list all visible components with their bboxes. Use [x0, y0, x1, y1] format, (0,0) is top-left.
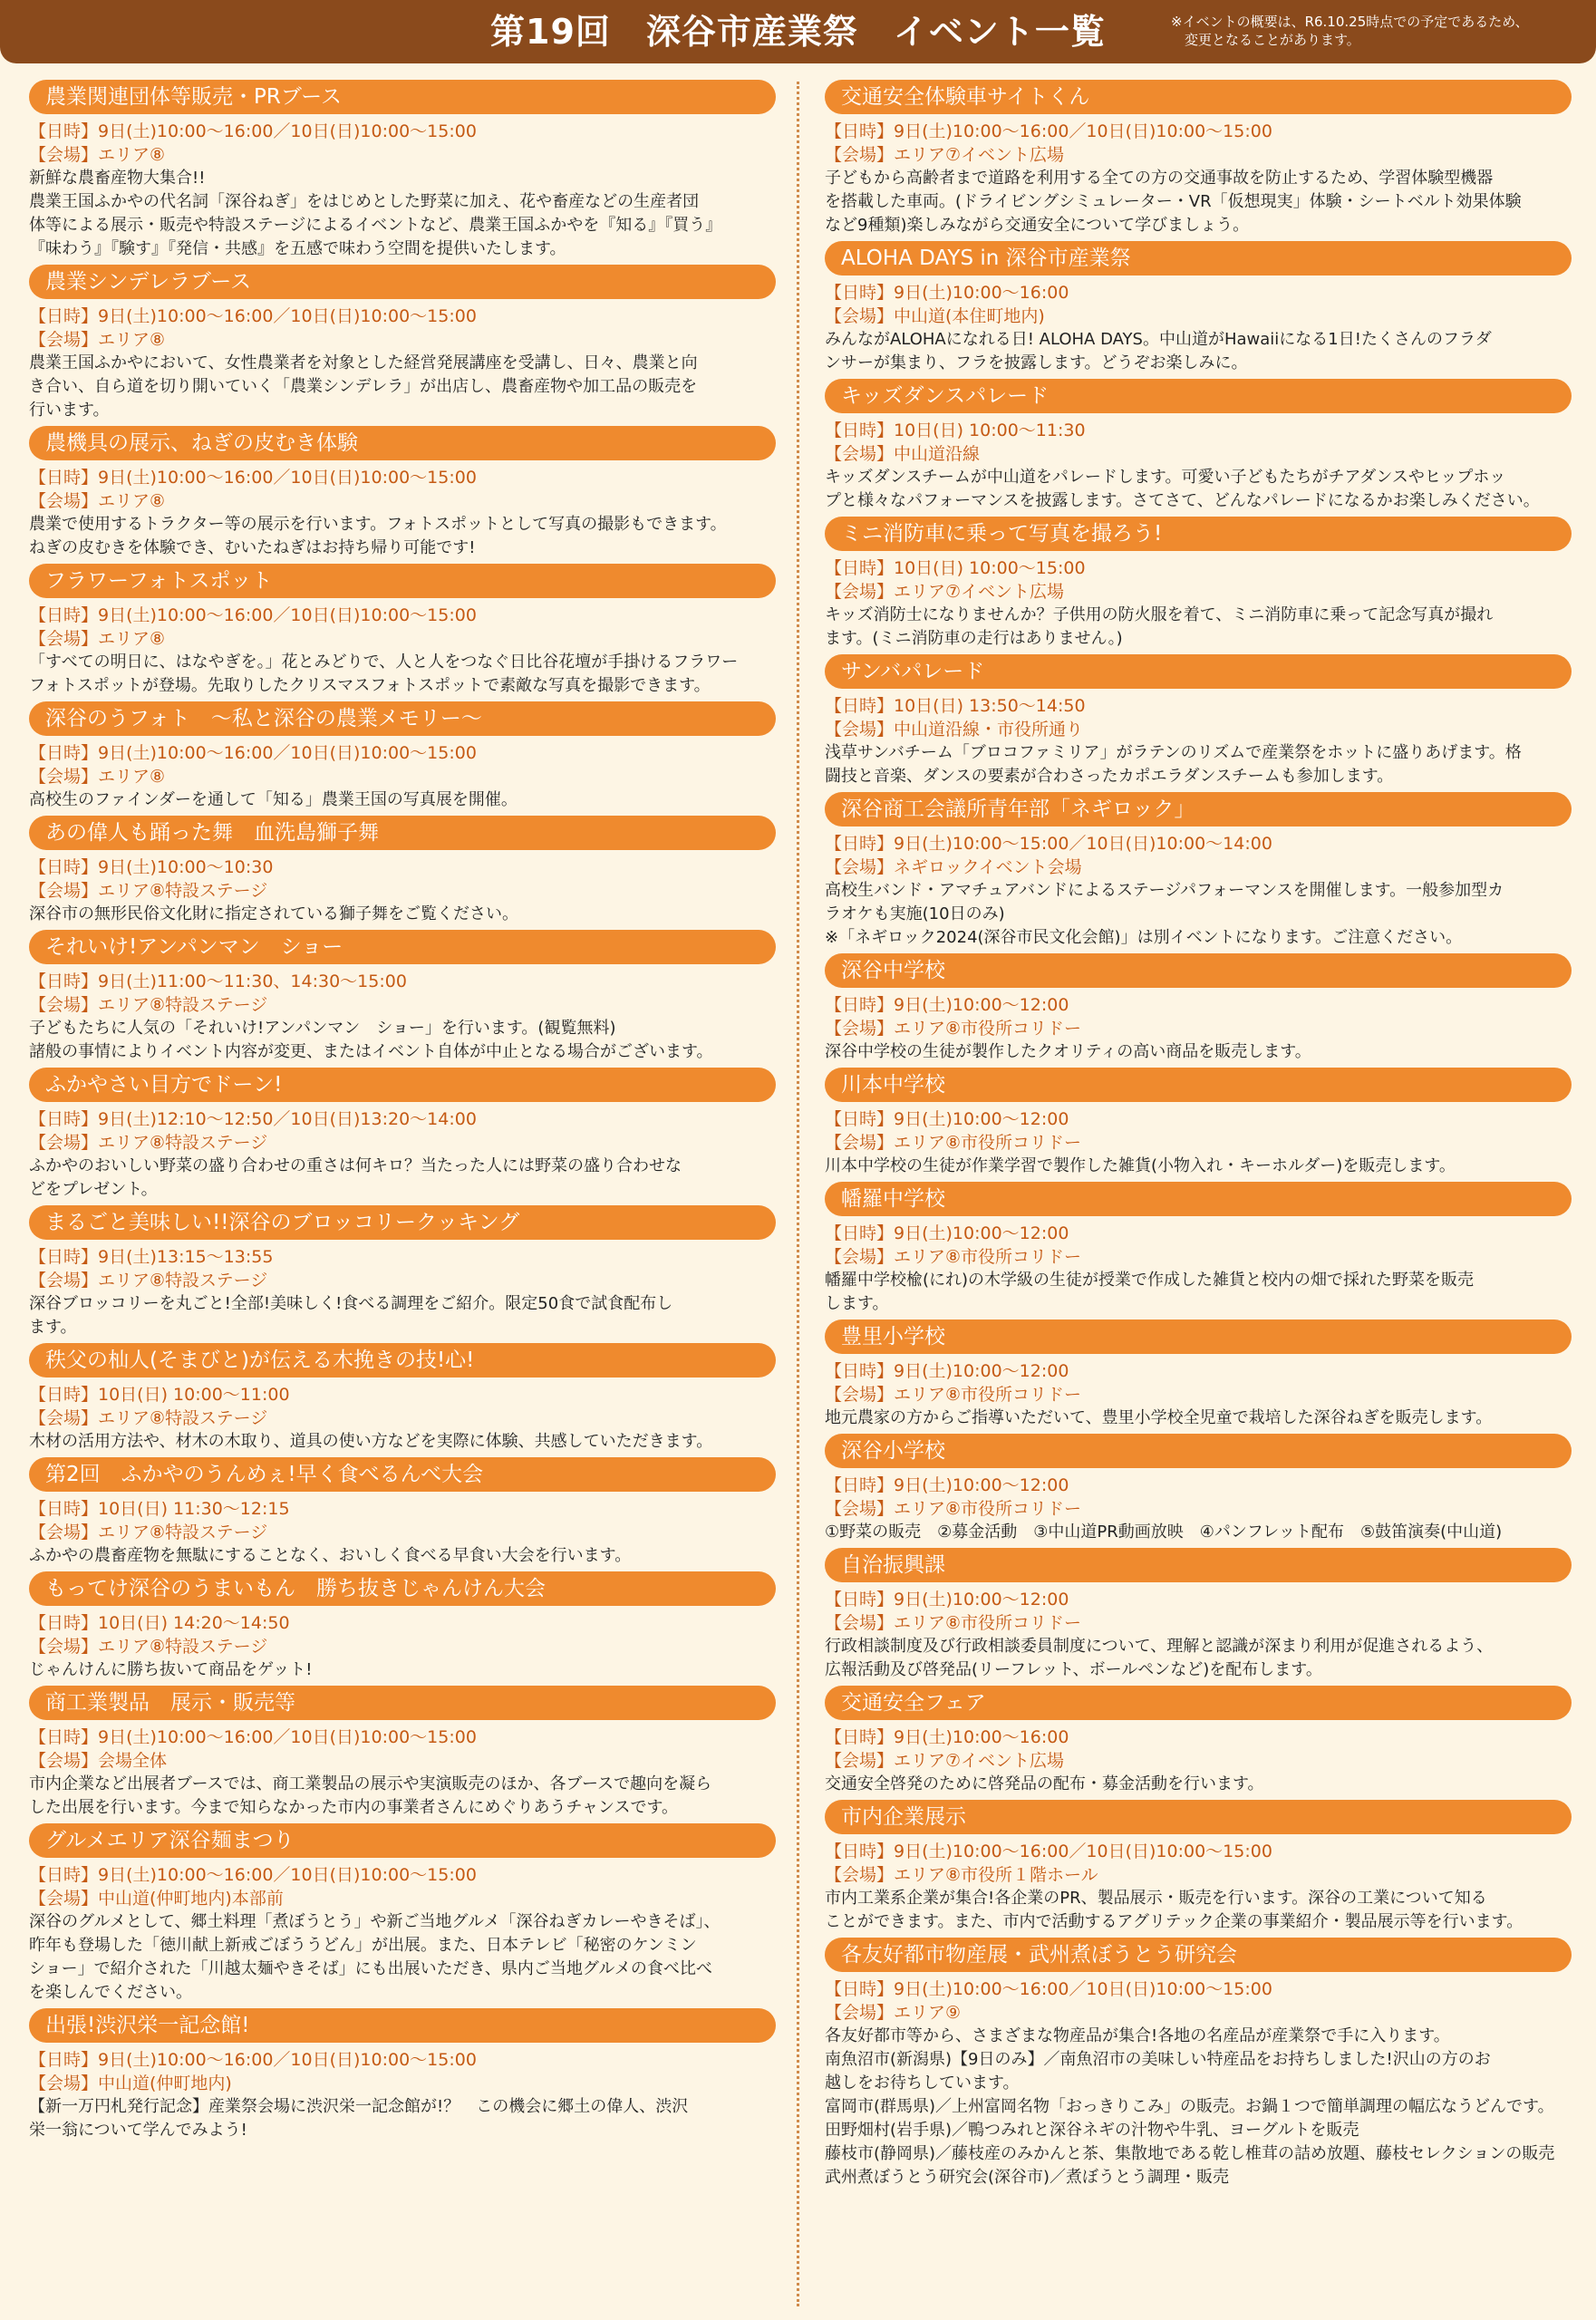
event-title: フラワーフォトスポット — [29, 564, 776, 598]
event-block — [825, 1938, 1572, 2190]
left-event-column — [29, 80, 776, 2146]
event-title: 深谷中学校 — [825, 953, 1572, 988]
event-block — [825, 1686, 1572, 1796]
event-datetime: 【日時】10日(日) 14:20～14:50 — [29, 1613, 290, 1633]
event-datetime: 【日時】9日(土)10:00～12:00 — [825, 995, 1069, 1015]
event-title: キッズダンスパレード — [825, 379, 1572, 413]
event-description: 「すべての明日に、はなやぎを。」花とみどりで、人と人をつなぐ日比谷花壇が手掛けるフラワー フォトスポットが登場。先取りしたクリスマスフォトスポットで素敵な写真を撮影できます。 — [29, 652, 739, 695]
event-block — [29, 1343, 776, 1454]
event-datetime: 【日時】9日(土)10:00～16:00／10日(日)10:00～15:00 — [29, 743, 477, 763]
event-title: 川本中学校 — [825, 1068, 1572, 1102]
event-datetime: 【日時】9日(土)11:00～11:30、14:30～15:00 — [29, 972, 407, 991]
event-title: ミニ消防車に乗って写真を撮ろう! — [825, 517, 1572, 551]
event-datetime: 【日時】9日(土)10:00～16:00／10日(日)10:00～15:00 — [825, 121, 1272, 141]
event-venue: 【会場】エリア⑧特設ステージ — [29, 881, 268, 901]
event-description: 幡羅中学校楡(にれ)の木学級の生徒が授業で作成した雑貨と校内の畑で採れた野菜を販売 します。 — [825, 1271, 1475, 1313]
event-title: グルメエリア深谷麺まつり — [29, 1823, 776, 1858]
schedule-notice: ※イベントの概要は、R6.10.25時点での予定であるため、 変更となることがあります。 — [1171, 14, 1529, 48]
event-title: サンバパレード — [825, 654, 1572, 689]
event-block — [825, 953, 1572, 1064]
event-description: 農業王国ふかやにおいて、女性農業者を対象とした経営発展講座を受講し、日々、農業と向 き合い、自ら道を切り開いていく「農業シンデレラ」が出店し、農畜産物や加工品の販売を 行います。 — [29, 353, 698, 420]
event-block — [825, 1800, 1572, 1934]
event-title: ふかやさい目方でドーン! — [29, 1068, 776, 1102]
event-datetime: 【日時】10日(日) 13:50～14:50 — [825, 696, 1086, 716]
event-description: ふかやのおいしい野菜の盛り合わせの重さは何キロ？当たった人には野菜の盛り合わせな どをプレゼント。 — [29, 1156, 682, 1199]
event-block — [825, 241, 1572, 375]
event-venue: 【会場】エリア⑧特設ステージ — [29, 995, 268, 1015]
event-datetime: 【日時】9日(土)10:00～16:00 — [825, 283, 1069, 303]
event-datetime: 【日時】9日(土)10:00～16:00／10日(日)10:00～15:00 — [29, 1865, 477, 1885]
event-datetime: 【日時】9日(土)10:00～16:00／10日(日)10:00～15:00 — [29, 605, 477, 625]
event-description: 子どもたちに人気の「それいけ!アンパンマン ショー」を行います。(観覧無料) 諸般の事情によりイベント内容が変更、またはイベント自体が中止となる場合がございます。 — [29, 1019, 713, 1061]
event-datetime: 【日時】9日(土)10:00～16:00／10日(日)10:00～15:00 — [29, 1727, 477, 1747]
event-block — [825, 654, 1572, 788]
event-venue: 【会場】エリア⑧ — [29, 145, 166, 165]
event-description: 農業で使用するトラクター等の展示を行います。フォトスポットとして写真の撮影もできます。 ねぎの皮むきを体験でき、むいたねぎはお持ち帰り可能です! — [29, 515, 727, 557]
event-datetime: 【日時】9日(土)12:10～12:50／10日(日)13:20～14:00 — [29, 1109, 477, 1129]
event-description: 各友好都市等から、さまざまな物産品が集合!各地の名産品が産業祭で手に入ります。 南魚沼市(新潟県)【9日のみ】／南魚沼市の美味しい特産品をお持ちしました!沢山の方のお 越しをお待ちしています。 富岡市(群馬県)／上州富岡名物「おっきりこみ」の販売。お鍋１つで簡単調理の幅広なうどんです。 田野畑村(岩手県)／鴨つみれと深谷ネギの汁物や牛乳、ヨーグルトを販売 藤枝市(静岡県)／藤枝産のみかんと茶、集散地である乾し椎茸の詰め放題、藤枝セレクションの販売 武州煮ぼうとう研究会(深谷市)／煮ぼうとう調理・販売 — [825, 2026, 1555, 2187]
header-banner — [0, 0, 1596, 63]
event-datetime: 【日時】9日(土)10:00～15:00／10日(日)10:00～14:00 — [825, 834, 1272, 854]
event-description: ふかやの農畜産物を無駄にすることなく、おいしく食べる早食い大会を行います。 — [29, 1546, 632, 1565]
column-divider — [797, 82, 799, 2306]
event-title: ALOHA DAYS in 深谷市産業祭 — [825, 241, 1572, 276]
event-venue: 【会場】エリア⑧特設ステージ — [29, 1637, 268, 1657]
event-datetime: 【日時】9日(土)10:00～12:00 — [825, 1223, 1069, 1243]
event-title: 各友好都市物産展・武州煮ぼうとう研究会 — [825, 1938, 1572, 1972]
event-datetime: 【日時】9日(土)10:00～16:00 — [825, 1727, 1069, 1747]
event-block — [825, 379, 1572, 513]
event-venue: 【会場】エリア⑦イベント広場 — [825, 582, 1065, 602]
event-title: 出張!渋沢栄一記念館! — [29, 2008, 776, 2043]
event-venue: 【会場】エリア⑧市役所コリドー — [825, 1247, 1082, 1267]
event-description: 深谷中学校の生徒が製作したクオリティの高い商品を販売します。 — [825, 1042, 1311, 1061]
event-venue: 【会場】中山道沿線 — [825, 444, 981, 464]
event-venue: 【会場】エリア⑧市役所コリドー — [825, 1019, 1082, 1039]
event-venue: 【会場】中山道(仲町地内) — [29, 2074, 232, 2093]
event-datetime: 【日時】9日(土)13:15～13:55 — [29, 1247, 274, 1267]
page-title: 第19回 深谷市産業祭 イベント一覧 — [490, 12, 1106, 52]
event-title: 市内企業展示 — [825, 1800, 1572, 1834]
event-venue: 【会場】中山道沿線・市役所通り — [825, 720, 1084, 740]
event-block — [825, 1182, 1572, 1316]
event-block — [29, 265, 776, 422]
event-title: 秩父の杣人(そまびと)が伝える木挽きの技!心! — [29, 1343, 776, 1378]
event-block — [825, 80, 1572, 237]
event-block — [29, 1686, 776, 1820]
event-venue: 【会場】エリア⑨ — [825, 2003, 962, 2023]
event-datetime: 【日時】10日(日) 10:00～11:00 — [29, 1385, 290, 1405]
event-title: あの偉人も踊った舞 血洗島獅子舞 — [29, 816, 776, 850]
event-datetime: 【日時】10日(日) 10:00～15:00 — [825, 558, 1086, 578]
event-description: 市内工業系企業が集合!各企業のPR、製品展示・販売を行います。深谷の工業について知る ことができます。また、市内で活動するアグリテック企業の事業紹介・製品展示等を行います。 — [825, 1889, 1523, 1931]
event-description: キッズダンスチームが中山道をパレードします。可愛い子どもたちがチアダンスやヒップホッ プと様々なパフォーマンスを披露します。さてさて、どんなパレードになるかお楽しみください。 — [825, 468, 1540, 510]
event-datetime: 【日時】10日(日) 10:00～11:30 — [825, 420, 1086, 440]
event-datetime: 【日時】9日(土)10:00～16:00／10日(日)10:00～15:00 — [29, 468, 477, 488]
event-block — [29, 701, 776, 812]
event-block — [29, 1068, 776, 1202]
event-title: 交通安全体験車サイトくん — [825, 80, 1572, 114]
event-venue: 【会場】中山道(仲町地内)本部前 — [29, 1889, 284, 1909]
event-title: 交通安全フェア — [825, 1686, 1572, 1720]
event-title: 深谷のうフォト ～私と深谷の農業メモリー～ — [29, 701, 776, 736]
event-block — [825, 1548, 1572, 1682]
event-description: 高校生バンド・アマチュアバンドによるステージパフォーマンスを開催します。一般参加型カ ラオケも実施(10日のみ) ※「ネギロック2024(深谷市民文化会館)」は別イベントになります。ご注意ください。 — [825, 881, 1504, 947]
event-block — [29, 930, 776, 1064]
event-venue: 【会場】会場全体 — [29, 1751, 168, 1771]
event-venue: 【会場】エリア⑧市役所コリドー — [825, 1499, 1082, 1519]
event-venue: 【会場】エリア⑧特設ステージ — [29, 1408, 268, 1428]
event-description: じゃんけんに勝ち抜いて商品をゲット! — [29, 1660, 313, 1679]
event-description: 市内企業など出展者ブースでは、商工業製品の展示や実演販売のほか、各ブースで趣向を凝ら した出展を行います。今まで知らなかった市内の事業者さんにめぐりあうチャンスです。 — [29, 1774, 712, 1817]
event-datetime: 【日時】9日(土)10:00～12:00 — [825, 1361, 1069, 1381]
event-title: もってけ深谷のうまいもん 勝ち抜きじゃんけん大会 — [29, 1571, 776, 1606]
event-venue: 【会場】エリア⑧ — [29, 767, 166, 787]
event-title: 深谷商工会議所青年部「ネギロック」 — [825, 792, 1572, 826]
event-datetime: 【日時】9日(土)10:00～16:00／10日(日)10:00～15:00 — [29, 306, 477, 326]
event-description: 子どもから高齢者まで道路を利用する全ての方の交通事故を防止するため、学習体験型機器 を搭載した車両。(ドライビングシミュレーター・VR「仮想現実」体験・シートベルト効果体験 など9種類)楽しみながら交通安全について学びましょう。 — [825, 169, 1522, 235]
event-datetime: 【日時】9日(土)10:00～16:00／10日(日)10:00～15:00 — [825, 1842, 1272, 1861]
event-venue: 【会場】エリア⑧特設ステージ — [29, 1522, 268, 1542]
event-datetime: 【日時】9日(土)10:00～16:00／10日(日)10:00～15:00 — [825, 1979, 1272, 1999]
event-venue: 【会場】エリア⑦イベント広場 — [825, 1751, 1065, 1771]
event-venue: 【会場】エリア⑧特設ステージ — [29, 1271, 268, 1290]
event-venue: 【会場】ネギロックイベント会場 — [825, 857, 1082, 877]
event-block — [29, 1457, 776, 1568]
event-block — [29, 2008, 776, 2142]
event-description: 行政相談制度及び行政相談委員制度について、理解と認識が深まり利用が促進されるよう、 広報活動及び啓発品(リーフレット、ボールペンなど)を配布します。 — [825, 1637, 1494, 1679]
event-datetime: 【日時】10日(日) 11:30～12:15 — [29, 1499, 290, 1519]
event-description: ①野菜の販売 ②募金活動 ③中山道PR動画放映 ④パンフレット配布 ⑤鼓笛演奏(中山道) — [825, 1522, 1503, 1542]
event-description: 高校生のファインダーを通して「知る」農業王国の写真展を開催。 — [29, 790, 517, 809]
event-description: キッズ消防士になりませんか？子供用の防火服を着て、ミニ消防車に乗って記念写真が撮れ ます。(ミニ消防車の走行はありません。) — [825, 605, 1494, 648]
event-venue: 【会場】エリア⑧ — [29, 330, 166, 350]
event-title: 農業シンデレラブース — [29, 265, 776, 299]
event-title: 自治振興課 — [825, 1548, 1572, 1582]
event-title: 幡羅中学校 — [825, 1182, 1572, 1216]
event-title: 商工業製品 展示・販売等 — [29, 1686, 776, 1720]
event-venue: 【会場】エリア⑧特設ステージ — [29, 1133, 268, 1153]
event-datetime: 【日時】9日(土)10:00～16:00／10日(日)10:00～15:00 — [29, 121, 477, 141]
event-block — [825, 1320, 1572, 1430]
event-venue: 【会場】エリア⑧ — [29, 491, 166, 511]
event-block — [29, 1823, 776, 2005]
event-title: 農業関連団体等販売・PRブース — [29, 80, 776, 114]
event-description: 深谷のグルメとして、郷土料理「煮ぼうとう」や新ご当地グルメ「深谷ねぎカレーやきそば」、 昨年も登場した「徳川献上新戒ごぼううどん」が出展。また、日本テレビ「秘密のケンミン ショー」で紹介された「川越太麺やきそば」にも出展いただき、県内ご当地グルメの食べ比べ を楽しんでください。 — [29, 1912, 721, 2002]
event-title: 深谷小学校 — [825, 1434, 1572, 1468]
event-venue: 【会場】エリア⑧市役所コリドー — [825, 1385, 1082, 1405]
event-block — [29, 816, 776, 926]
event-title: それいけ!アンパンマン ショー — [29, 930, 776, 964]
event-datetime: 【日時】9日(土)10:00～10:30 — [29, 857, 274, 877]
event-block — [825, 792, 1572, 950]
event-block — [29, 426, 776, 560]
event-datetime: 【日時】9日(土)10:00～12:00 — [825, 1475, 1069, 1495]
event-description: 浅草サンバチーム「ブロコファミリア」がラテンのリズムで産業祭をホットに盛りあげます。格 闘技と音楽、ダンスの要素が合わさったカポエラダンスチームも参加します。 — [825, 743, 1522, 786]
event-block — [29, 564, 776, 698]
event-description: 【新一万円札発行記念】産業祭会場に渋沢栄一記念館が!？ この機会に郷土の偉人、渋沢 栄一翁について学んでみよう! — [29, 2097, 689, 2140]
event-block — [825, 517, 1572, 651]
event-datetime: 【日時】9日(土)10:00～12:00 — [825, 1109, 1069, 1129]
event-datetime: 【日時】9日(土)10:00～12:00 — [825, 1590, 1069, 1610]
event-datetime: 【日時】9日(土)10:00～16:00／10日(日)10:00～15:00 — [29, 2050, 477, 2070]
event-description: 地元農家の方からご指導いただいて、豊里小学校全児童で栽培した深谷ねぎを販売します。 — [825, 1408, 1493, 1427]
event-title: まるごと美味しい!!深谷のブロッコリークッキング — [29, 1205, 776, 1240]
event-title: 第2回 ふかやのうんめぇ!早く食べるんべ大会 — [29, 1457, 776, 1492]
event-description: 新鮮な農畜産物大集合!! 農業王国ふかやの代名詞「深谷ねぎ」をはじめとした野菜に加え、花や畜産などの生産者団 体等による展示・販売や特設ステージによるイベントなど、農業王国ふかやを『知る』『買う』 『味わう』『験す』『発信・共感』を五感で味わう空間を提供いたします。 — [29, 169, 722, 258]
event-description: 川本中学校の生徒が作業学習で製作した雑貨(小物入れ・キーホルダー)を販売します。 — [825, 1156, 1456, 1175]
right-event-column — [825, 80, 1572, 2193]
event-description: 深谷市の無形民俗文化財に指定されている獅子舞をご覧ください。 — [29, 904, 518, 923]
event-venue: 【会場】エリア⑧市役所１階ホール — [825, 1865, 1098, 1885]
event-description: みんながALOHAになれる日! ALOHA DAYS。中山道がHawaiiになる1日!たくさんのフラダ ンサーが集まり、フラを披露します。どうぞお楽しみに。 — [825, 330, 1492, 372]
event-block — [825, 1434, 1572, 1544]
event-block — [29, 1205, 776, 1339]
event-venue: 【会場】エリア⑧ — [29, 629, 166, 649]
event-title: 農機具の展示、ねぎの皮むき体験 — [29, 426, 776, 460]
event-description: 交通安全啓発のために啓発品の配布・募金活動を行います。 — [825, 1774, 1264, 1793]
event-venue: 【会場】エリア⑦イベント広場 — [825, 145, 1065, 165]
event-block — [29, 80, 776, 261]
event-block — [29, 1571, 776, 1682]
event-description: 木材の活用方法や、材木の木取り、道具の使い方などを実際に体験、共感していただきます。 — [29, 1432, 713, 1451]
event-venue: 【会場】エリア⑧市役所コリドー — [825, 1133, 1082, 1153]
event-block — [825, 1068, 1572, 1178]
event-title: 豊里小学校 — [825, 1320, 1572, 1354]
event-venue: 【会場】中山道(本住町地内) — [825, 306, 1045, 326]
event-description: 深谷ブロッコリーを丸ごと!全部!美味しく!食べる調理をご紹介。限定50食で試食配布し ます。 — [29, 1294, 673, 1337]
event-venue: 【会場】エリア⑧市役所コリドー — [825, 1613, 1082, 1633]
